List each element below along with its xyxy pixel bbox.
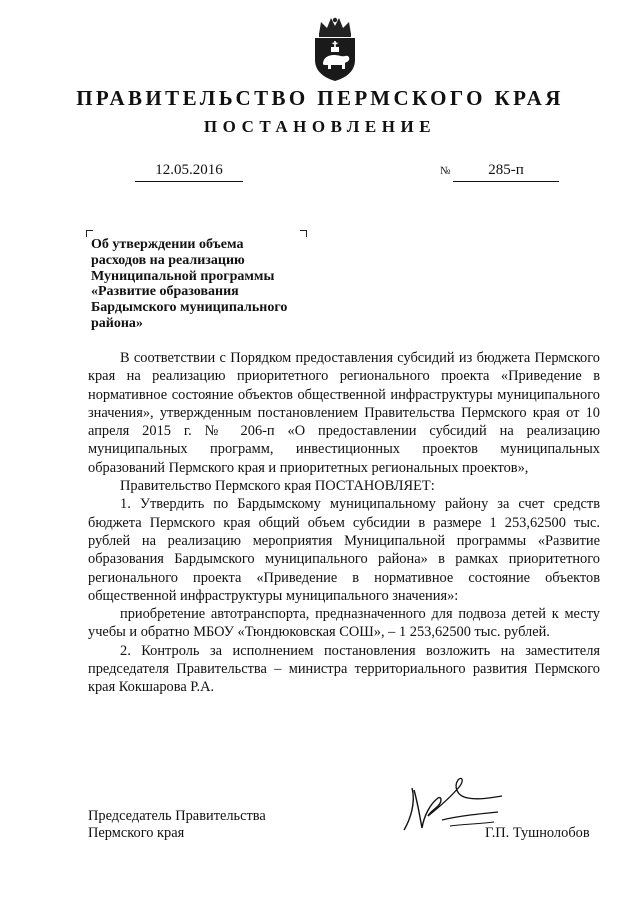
body-paragraph: В соответствии с Порядком предоставления субсидий из бюджета Пермского края на реализацию приоритетного регионального проекта «Приведение в нормативное состояние объектов общественной инфраструктуры муниципального значения», утвержденным постановлением Правительства Пермского края от 10 апреля 2015 г. № 206-п «О предоставлении субсидий на реализацию муниципальных программ, инвестиционных проектов муниципальных образований Пермского края и приоритетных региональных проектов», — [88, 350, 600, 476]
organization-title: ПРАВИТЕЛЬСТВО ПЕРМСКОГО КРАЯ — [76, 86, 564, 110]
body-paragraph: приобретение автотранспорта, предназначенного для подвоза детей к месту учебы и обратно МБОУ «Тюндюковская СОШ», – 1 253,62500 тыс. рублей. — [88, 606, 600, 641]
subject-corner-left — [86, 230, 93, 237]
signatory-position — [88, 808, 266, 842]
subject-line: Об утверждении объема — [91, 237, 244, 252]
document-type: ПОСТАНОВЛЕНИЕ — [203, 117, 437, 136]
position-line: Председатель Правительства — [88, 808, 266, 824]
subject-corner-right — [300, 230, 307, 237]
body-paragraph: 1. Утвердить по Бардымскому муниципальному району за счет средств бюджета Пермского края общий объем субсидии в размере 1 253,62500 тыс. рублей на реализацию мероприятия Муниципальной программы «Развитие образования Бардымского муниципального района» в рамках приоритетного регионального проекта «Приведение в нормативное состояние объектов общественной инфраструктуры муниципального значения»: — [88, 496, 600, 604]
body-paragraph: Правительство Пермского края ПОСТАНОВЛЯЕТ: — [120, 478, 435, 495]
document-body — [88, 349, 600, 697]
subject-line: Муниципальной программы — [91, 268, 275, 284]
document-subject — [91, 237, 321, 332]
document-number: 285-п — [453, 162, 559, 182]
subject-line: района» — [91, 315, 143, 331]
body-paragraph: 2. Контроль за исполнением постановления возложить на заместителя председателя Правительства – министра территориального развития Пермского края Кокшарова Р.А. — [88, 642, 600, 696]
signatory-name: Г.П. Тушнолобов — [485, 825, 590, 841]
position-line: Пермского края — [88, 825, 185, 841]
number-sign: № — [440, 165, 451, 177]
subject-line: «Развитие образования — [91, 284, 239, 300]
coat-of-arms-icon — [309, 14, 361, 82]
subject-line: расходов на реализацию — [91, 252, 245, 268]
document-date: 12.05.2016 — [135, 162, 243, 182]
subject-line: Бардымского муниципального — [91, 300, 288, 316]
